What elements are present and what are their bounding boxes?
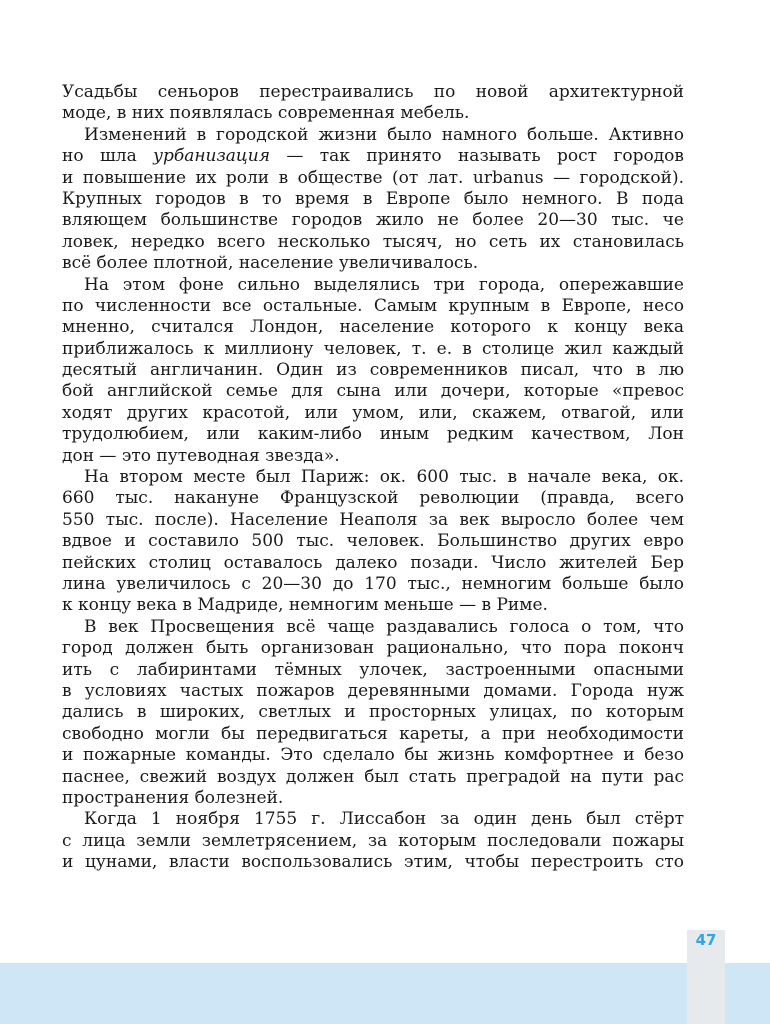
text-line: свободно могли бы передвигаться кареты, а при необходимости: [62, 723, 684, 744]
text-line: ходят других красотой, или умом, или, скажем, отвагой, или: [62, 402, 684, 423]
page-number: 47: [695, 931, 717, 949]
text-line: дались в широких, светлых и просторных улицах, по которым: [62, 702, 684, 723]
text-line: к концу века в Мадриде, немногим меньше — в Риме.: [62, 595, 548, 616]
text-line: и цунами, власти воспользовались этим, чтобы перестроить сто: [62, 852, 684, 873]
text-line: ить с лабиринтами тёмных улочек, застроенными опасными: [62, 659, 684, 680]
emphasized-term: урбанизация: [153, 146, 270, 167]
text-line: город должен быть организован рационально, что пора поконч: [62, 638, 684, 659]
text-line: пространения болезней.: [62, 787, 284, 808]
text-line: Изменений в городской жизни было намного больше. Активно: [84, 124, 684, 145]
text-line: дон — это путеводная звезда».: [62, 445, 340, 466]
text-line: На втором месте был Париж: ок. 600 тыс. в начале века, ок.: [84, 467, 684, 488]
text-line: моде, в них появлялась современная мебель.: [62, 103, 470, 124]
text-line: в условиях частых пожаров деревянными домами. Города нуж: [62, 680, 684, 701]
text-line: паснее, свежий воздух должен был стать преградой на пути рас: [62, 766, 684, 787]
text-line: по численности все остальные. Самым крупным в Европе, несо: [62, 295, 684, 316]
text-fragment: — так принято называть рост городов: [269, 146, 684, 167]
text-line: 660 тыс. накануне Французской революции (правда, всего: [62, 488, 684, 509]
text-line: вляющем большинстве городов жило не более 20—30 тыс. че: [62, 210, 684, 231]
text-line: ловек, нередко всего несколько тысяч, но сеть их становилась: [62, 231, 684, 252]
text-line: [62, 146, 684, 167]
text-fragment: но шла: [62, 146, 154, 167]
text-line: пейских столиц оставалось далеко позади. Число жителей Бер: [62, 552, 684, 573]
text-line: приближалось к миллиону человек, т. е. в столице жил каждый: [62, 338, 684, 359]
text-line: всё более плотной, население увеличивалось.: [62, 253, 479, 274]
text-line: Усадьбы сеньоров перестраивались по новой архитектурной: [62, 82, 684, 102]
text-line: На этом фоне сильно выделялись три города, опережавшие: [84, 274, 684, 295]
text-line: трудолюбием, или каким-либо иным редким качеством, Лон: [62, 424, 684, 445]
text-line: В век Просвещения всё чаще раздавались голоса о том, что: [84, 616, 684, 637]
text-line: и пожарные команды. Это сделало бы жизнь комфортнее и безо: [62, 745, 684, 766]
text-line: бой английской семье для сына или дочери, которые «превос: [62, 381, 684, 402]
text-line: Крупных городов в то время в Европе было немного. В пода: [62, 188, 684, 209]
text-line: вдвое и составило 500 тыс. человек. Большинство других евро: [62, 531, 684, 552]
footer-band: [0, 963, 770, 1024]
text-line: с лица земли землетрясением, за которым последовали пожары: [62, 830, 684, 851]
body-text: [62, 82, 684, 873]
text-line: лина увеличилось с 20—30 до 170 тыс., немногим больше было: [62, 573, 684, 594]
text-line: мненно, считался Лондон, население которого к концу века: [62, 317, 684, 338]
text-line: десятый англичанин. Один из современников писал, что в лю: [62, 360, 684, 381]
text-line: 550 тыс. после). Население Неаполя за век выросло более чем: [62, 509, 684, 530]
text-line: и повышение их роли в обществе (от лат. urbanus — городской).: [62, 167, 684, 188]
text-line: Когда 1 ноября 1755 г. Лиссабон за один день был стёрт: [84, 809, 684, 830]
